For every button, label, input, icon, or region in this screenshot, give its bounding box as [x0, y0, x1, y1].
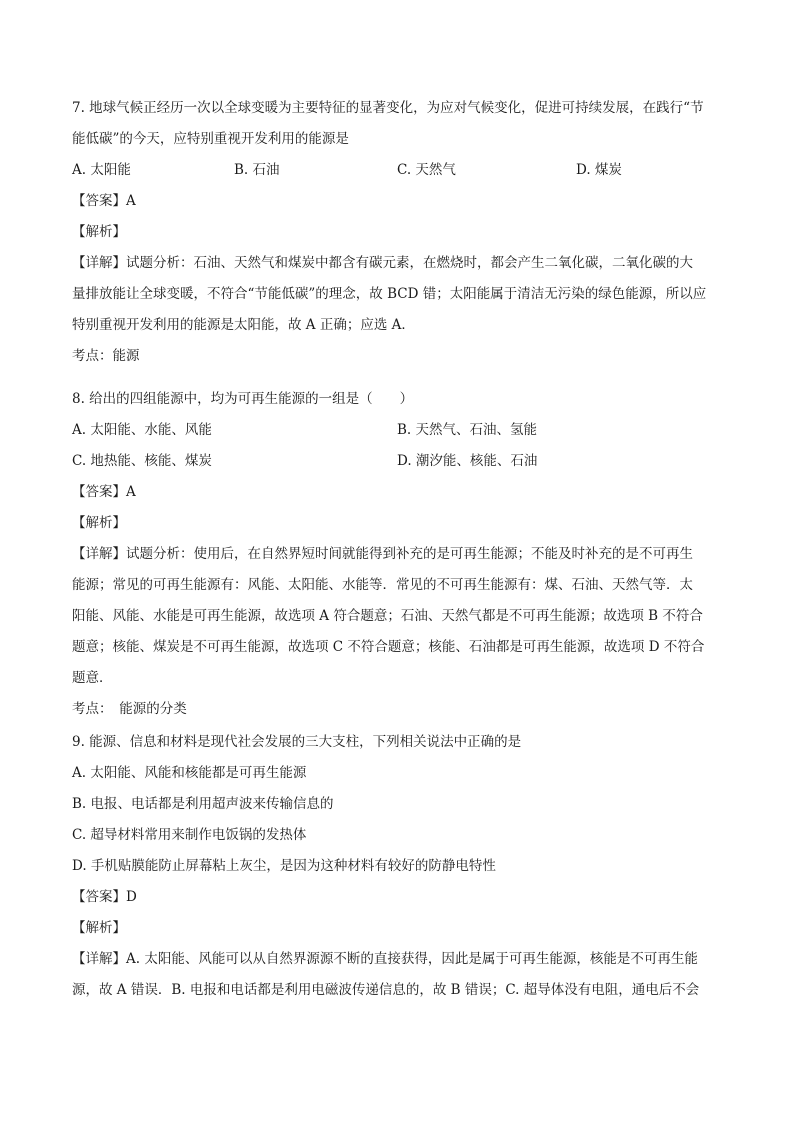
q7-detail-line2: 量排放能让全球变暖，不符合“节能低碳”的理念，故 BCD 错；太阳能属于清洁无污染的绿色能源，所以应 [72, 286, 707, 302]
q7-option-b: B. 石油 [234, 162, 280, 178]
q9-option-c: C. 超导材料常用来制作电饭锅的发热体 [72, 827, 307, 843]
q9-option-b: B. 电报、电话都是利用超声波来传输信息的 [72, 796, 334, 812]
q9-stem: 9. 能源、信息和材料是现代社会发展的三大支柱，下列相关说法中正确的是 [72, 734, 522, 750]
q7-analysis-label: 【解析】 [72, 224, 126, 240]
q8-option-a: A. 太阳能、水能、风能 [72, 422, 212, 438]
q7-option-c: C. 天然气 [397, 162, 456, 178]
q9-option-d: D. 手机贴膜能防止屏幕粘上灰尘，是因为这种材料有较好的防静电特性 [72, 858, 496, 874]
q9-option-a: A. 太阳能、风能和核能都是可再生能源 [72, 765, 307, 781]
q7-detail-line1: 【详解】试题分析：石油、天然气和煤炭中都含有碳元素，在燃烧时，都会产生二氧化碳，二氧化碳的大 [72, 255, 693, 271]
q7-stem-line2: 能低碳”的今天，应特别重视开发利用的能源是 [72, 131, 349, 147]
q8-detail-line3: 阳能、风能、水能是可再生能源，故选项 A 符合题意；石油、天然气都是不可再生能源；故选项 B 不符合 [72, 608, 703, 624]
q9-analysis-label: 【解析】 [72, 920, 126, 936]
q8-option-b: B. 天然气、石油、氢能 [397, 422, 538, 438]
q8-point: 考点： 能源的分类 [72, 701, 187, 717]
q9-detail-line2: 源，故 A 错误．B. 电报和电话都是利用电磁波传递信息的，故 B 错误；C. 超导体没有电阻，通电后不会 [72, 982, 700, 998]
q8-detail-line5: 题意． [72, 670, 113, 686]
q8-option-c: C. 地热能、核能、煤炭 [72, 453, 212, 469]
q9-detail-line1: 【详解】A. 太阳能、风能可以从自然界源源不断的直接获得，因此是属于可再生能源，核能是不可再生能 [72, 951, 698, 967]
q7-stem-line1: 7. 地球气候正经历一次以全球变暖为主要特征的显著变化，为应对气候变化，促进可持续发展，在践行“节 [72, 100, 704, 116]
q7-option-a: A. 太阳能 [72, 162, 131, 178]
q8-option-d: D. 潮汐能、核能、石油 [397, 453, 538, 469]
q7-point: 考点：能源 [72, 348, 140, 364]
q9-answer: 【答案】D [72, 889, 137, 905]
q8-detail-line1: 【详解】试题分析：使用后，在自然界短时间就能得到补充的是可再生能源；不能及时补充的是不可再生 [72, 546, 693, 562]
q7-answer: 【答案】A [72, 193, 136, 209]
q8-detail-line2: 能源；常见的可再生能源有：风能、太阳能、水能等．常见的不可再生能源有：煤、石油、天然气等．太 [72, 577, 693, 593]
q8-stem: 8. 给出的四组能源中，均为可再生能源的一组是（ ） [72, 391, 414, 407]
q7-detail-line3: 特别重视开发利用的能源是太阳能，故 A 正确；应选 A． [72, 317, 415, 333]
q8-analysis-label: 【解析】 [72, 515, 126, 531]
q8-answer: 【答案】A [72, 484, 136, 500]
q7-option-d: D. 煤炭 [576, 162, 622, 178]
q8-detail-line4: 题意；核能、煤炭是不可再生能源，故选项 C 不符合题意；核能、石油都是可再生能源，故选项 D 不符合 [72, 639, 705, 655]
